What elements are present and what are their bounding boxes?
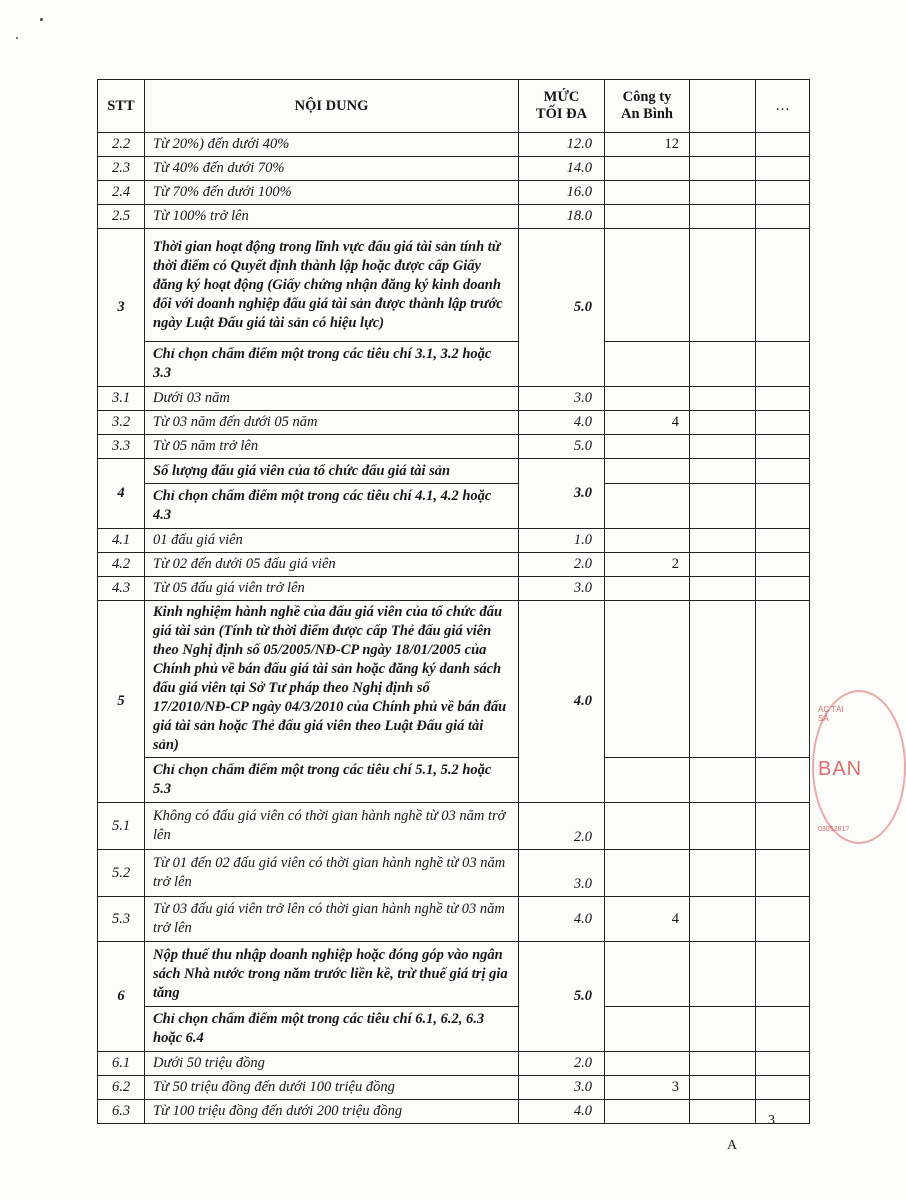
empty-cell: [605, 601, 690, 758]
row-score: 4: [605, 897, 690, 942]
row-max: 2.0: [519, 553, 605, 577]
row-content: Từ 40% đến dưới 70%: [145, 157, 519, 181]
row-max: 12.0: [519, 133, 605, 157]
row-max: 3.0: [519, 1076, 605, 1100]
row-score: [605, 803, 690, 850]
empty-cell: [690, 459, 756, 484]
empty-header: [690, 80, 756, 133]
row-score: [605, 529, 690, 553]
footer-initial: A: [727, 1138, 738, 1153]
row-stt: 2.5: [98, 205, 145, 229]
row-max: 3.0: [519, 850, 605, 897]
table-row: [98, 411, 810, 435]
empty-cell: [690, 387, 756, 411]
empty-cell: [756, 411, 810, 435]
max-score-header: MỨC TỐI ĐA: [519, 80, 605, 133]
table-row: [98, 181, 810, 205]
row-score: [605, 157, 690, 181]
row-content: Từ 100% trở lên: [145, 205, 519, 229]
table-row: [98, 1007, 810, 1052]
row-content: Từ 20%) đến dưới 40%: [145, 133, 519, 157]
empty-cell: [690, 577, 756, 601]
table-row: [98, 850, 810, 897]
row-note: Chỉ chọn chấm điểm một trong các tiêu chí 6.1, 6.2, 6.3 hoặc 6.4: [145, 1007, 519, 1052]
empty-cell: [690, 1076, 756, 1100]
row-content: Từ 02 đến dưới 05 đấu giá viên: [145, 553, 519, 577]
row-stt: 4.2: [98, 553, 145, 577]
row-content: Từ 100 triệu đồng đến dưới 200 triệu đồng: [145, 1100, 519, 1124]
row-max: 2.0: [519, 1052, 605, 1076]
row-max: 3.0: [519, 577, 605, 601]
empty-cell: [690, 411, 756, 435]
row-content: Từ 05 năm trở lên: [145, 435, 519, 459]
table-row: [98, 803, 810, 850]
more-columns-header: …: [756, 80, 810, 133]
empty-cell: [756, 577, 810, 601]
row-max: 4.0: [519, 601, 605, 803]
row-stt: 6.1: [98, 1052, 145, 1076]
row-stt: 4.3: [98, 577, 145, 601]
row-max: 14.0: [519, 157, 605, 181]
empty-cell: [756, 1100, 810, 1124]
row-stt: 5: [98, 601, 145, 803]
empty-cell: [756, 553, 810, 577]
table-row: [98, 1100, 810, 1124]
empty-cell: [605, 484, 690, 529]
empty-cell: [756, 601, 810, 758]
row-max: 1.0: [519, 529, 605, 553]
empty-cell: [690, 803, 756, 850]
table-row: [98, 229, 810, 342]
row-stt: 4.1: [98, 529, 145, 553]
row-content: Từ 03 năm đến dưới 05 năm: [145, 411, 519, 435]
row-max: 4.0: [519, 1100, 605, 1124]
empty-cell: [690, 133, 756, 157]
empty-cell: [756, 181, 810, 205]
row-max: 4.0: [519, 897, 605, 942]
row-stt: 2.3: [98, 157, 145, 181]
empty-cell: [605, 758, 690, 803]
empty-cell: [756, 1052, 810, 1076]
company-header: Công ty An Bình: [605, 80, 690, 133]
row-stt: 3: [98, 229, 145, 387]
empty-cell: [756, 803, 810, 850]
row-score: [605, 1100, 690, 1124]
stamp-top-text: ÁC TÀI SẢ: [818, 705, 844, 723]
empty-cell: [605, 342, 690, 387]
empty-cell: [756, 942, 810, 1007]
row-stt: 3.2: [98, 411, 145, 435]
table-row: [98, 1076, 810, 1100]
empty-cell: [690, 897, 756, 942]
row-score: [605, 1052, 690, 1076]
empty-cell: [690, 1100, 756, 1124]
row-stt: 2.4: [98, 181, 145, 205]
table-row: [98, 1052, 810, 1076]
table-row: [98, 435, 810, 459]
row-content: Nộp thuế thu nhập doanh nghiệp hoặc đóng góp vào ngân sách Nhà nước trong năm trước liền kề, trừ thuế giá trị gia tăng: [145, 942, 519, 1007]
empty-cell: [690, 1052, 756, 1076]
row-score: [605, 577, 690, 601]
row-content: Dưới 50 triệu đồng: [145, 1052, 519, 1076]
empty-cell: [690, 601, 756, 758]
row-max: 5.0: [519, 942, 605, 1052]
row-stt: 6: [98, 942, 145, 1052]
row-content: Từ 70% đến dưới 100%: [145, 181, 519, 205]
empty-cell: [690, 1007, 756, 1052]
row-content: Kinh nghiệm hành nghề của đấu giá viên của tổ chức đấu giá tài sản (Tính từ thời điểm được cấp Thẻ đấu giá viên theo Nghị định số 05/2005/NĐ-CP ngày 18/01/2005 của Chính phủ về bán đấu giá tài sản hoặc đăng ký danh sách đấu giá viên tại Sở Tư pháp theo Nghị định số 17/2010/NĐ-CP ngày 04/3/2010 của Chính phủ về bán đấu giá tài sản hoặc Thẻ đấu giá viên theo Luật Đấu giá tài sản): [145, 601, 519, 758]
row-score: [605, 181, 690, 205]
empty-cell: [756, 459, 810, 484]
empty-cell: [756, 342, 810, 387]
empty-cell: [605, 229, 690, 342]
empty-cell: [605, 942, 690, 1007]
empty-cell: [756, 133, 810, 157]
row-note: Chỉ chọn chấm điểm một trong các tiêu chí 3.1, 3.2 hoặc 3.3: [145, 342, 519, 387]
row-score: 12: [605, 133, 690, 157]
row-content: 01 đấu giá viên: [145, 529, 519, 553]
empty-cell: [756, 484, 810, 529]
empty-cell: [690, 229, 756, 342]
row-stt: 5.2: [98, 850, 145, 897]
empty-cell: [690, 181, 756, 205]
empty-cell: [756, 850, 810, 897]
speck-mark: [16, 37, 18, 39]
row-content: Không có đấu giá viên có thời gian hành nghề từ 03 năm trở lên: [145, 803, 519, 850]
row-stt: 3.3: [98, 435, 145, 459]
empty-cell: [690, 205, 756, 229]
row-content: Thời gian hoạt động trong lĩnh vực đấu giá tài sản tính từ thời điểm có Quyết định thành lập hoặc được cấp Giấy đăng ký hoạt động (Giấy chứng nhận đăng ký kinh doanh đối với doanh nghiệp đấu giá tài sản được thành lập trước ngày Luật Đấu giá tài sản có hiệu lực): [145, 229, 519, 342]
row-stt: 2.2: [98, 133, 145, 157]
row-stt: 6.3: [98, 1100, 145, 1124]
page-number: 3: [768, 1113, 775, 1128]
table-row: [98, 484, 810, 529]
table-row: [98, 897, 810, 942]
empty-cell: [605, 459, 690, 484]
row-stt: 5.1: [98, 803, 145, 850]
empty-cell: [756, 1007, 810, 1052]
table-row: [98, 205, 810, 229]
table-row: [98, 133, 810, 157]
row-content: Từ 05 đấu giá viên trở lên: [145, 577, 519, 601]
row-stt: 4: [98, 459, 145, 529]
empty-cell: [690, 484, 756, 529]
row-score: 4: [605, 411, 690, 435]
content-header: NỘI DUNG: [145, 80, 519, 133]
row-note: Chỉ chọn chấm điểm một trong các tiêu chí 4.1, 4.2 hoặc 4.3: [145, 484, 519, 529]
table-row: [98, 942, 810, 1007]
empty-cell: [690, 157, 756, 181]
empty-cell: [756, 529, 810, 553]
row-score: [605, 387, 690, 411]
table-row: [98, 459, 810, 484]
table-row: [98, 387, 810, 411]
scoring-table: [97, 79, 810, 1124]
empty-cell: [690, 850, 756, 897]
empty-cell: [756, 897, 810, 942]
row-stt: 6.2: [98, 1076, 145, 1100]
row-max: 3.0: [519, 459, 605, 529]
stt-header: STT: [98, 80, 145, 133]
row-max: 5.0: [519, 229, 605, 387]
table-row: [98, 157, 810, 181]
row-stt: 3.1: [98, 387, 145, 411]
empty-cell: [690, 553, 756, 577]
empty-cell: [690, 435, 756, 459]
row-score: [605, 205, 690, 229]
table-row: [98, 758, 810, 803]
table-row: [98, 601, 810, 758]
empty-cell: [756, 157, 810, 181]
row-max: 2.0: [519, 803, 605, 850]
row-content: Từ 50 triệu đồng đến dưới 100 triệu đồng: [145, 1076, 519, 1100]
table-row: [98, 529, 810, 553]
row-content: Dưới 03 năm: [145, 387, 519, 411]
empty-cell: [690, 529, 756, 553]
stamp-middle-text: BAN: [818, 758, 863, 780]
empty-cell: [756, 1076, 810, 1100]
row-score: [605, 435, 690, 459]
row-score: 2: [605, 553, 690, 577]
row-max: 4.0: [519, 411, 605, 435]
row-content: Từ 01 đến 02 đấu giá viên có thời gian hành nghề từ 03 năm trở lên: [145, 850, 519, 897]
row-stt: 5.3: [98, 897, 145, 942]
empty-cell: [756, 435, 810, 459]
row-max: 16.0: [519, 181, 605, 205]
row-max: 3.0: [519, 387, 605, 411]
row-score: 3: [605, 1076, 690, 1100]
empty-cell: [605, 1007, 690, 1052]
row-max: 18.0: [519, 205, 605, 229]
empty-cell: [756, 205, 810, 229]
empty-cell: [756, 229, 810, 342]
empty-cell: [690, 942, 756, 1007]
table-row: [98, 577, 810, 601]
table-row: [98, 342, 810, 387]
row-content: Từ 03 đấu giá viên trở lên có thời gian hành nghề từ 03 năm trở lên: [145, 897, 519, 942]
speck-mark: [40, 18, 43, 21]
row-content: Số lượng đấu giá viên của tổ chức đấu giá tài sản: [145, 459, 519, 484]
stamp-bottom-text: 0305281?: [818, 826, 850, 833]
row-max: 5.0: [519, 435, 605, 459]
empty-cell: [690, 758, 756, 803]
table-header-row: [98, 80, 810, 133]
row-note: Chỉ chọn chấm điểm một trong các tiêu chí 5.1, 5.2 hoặc 5.3: [145, 758, 519, 803]
empty-cell: [690, 342, 756, 387]
empty-cell: [756, 387, 810, 411]
table-row: [98, 553, 810, 577]
row-score: [605, 850, 690, 897]
empty-cell: [756, 758, 810, 803]
